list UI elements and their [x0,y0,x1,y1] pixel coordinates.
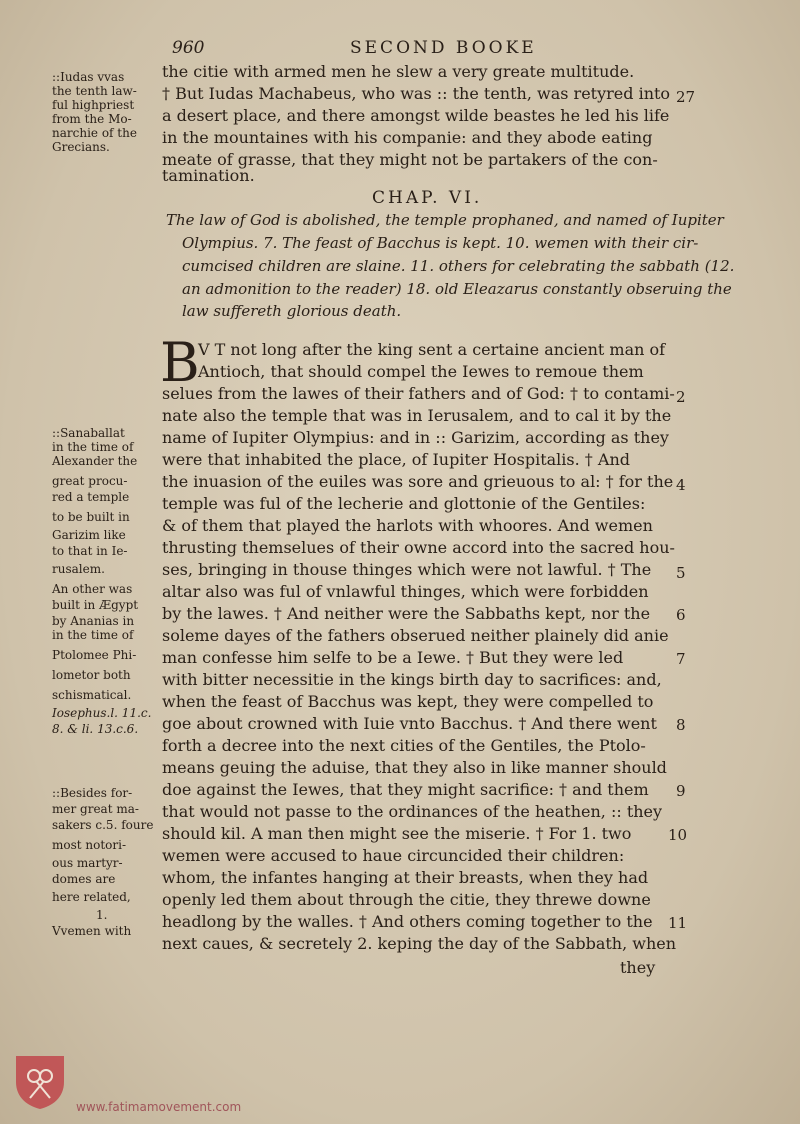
text-line: openly led them about through the citie, they threwe downe [162,890,651,909]
margin-line: 1. [96,908,108,922]
text-line: & of them that played the harlots with whoores. And wemen [162,516,653,535]
margin-line: ful highpriest [52,98,135,112]
text-line: tamination. [162,166,255,185]
margin-line: Vvemen with [52,924,132,938]
verse-number: 9 [676,782,686,800]
margin-line: the tenth law- [52,84,137,98]
margin-line: great procu- [52,474,128,488]
text-line: means geuing the aduise, that they also in like manner should [162,758,667,777]
text-line: temple was ful of the lecherie and glottonie of the Gentiles: [162,494,646,513]
margin-line: 8. & li. 13.c.6. [52,722,139,736]
margin-line: by Ananias in [52,614,135,628]
margin-line: lometor both [52,668,131,682]
text-line: meate of grasse, that they might not be partakers of the con- [162,150,658,169]
summary-line: cumcised children are slaine. 11. others for celebrating the sabbath (12. [182,257,735,275]
text-line: altar also was ful of vnlawful thinges, which were forbidden [162,582,649,601]
summary-line: The law of God is abolished, the temple prophaned, and named of Iupiter [166,211,724,229]
margin-line: ous martyr- [52,856,123,870]
margin-line: ::Sanaballat [52,426,125,440]
text-line: Antioch, that should compel the Iewes to remoue them [198,362,644,381]
text-line: doe against the Iewes, that they might sacrifice: † and them [162,780,649,799]
margin-line: rusalem. [52,562,105,576]
page-number: 960 [172,38,205,58]
text-line: next caues, & secretely 2. keping the day of the Sabbath, when [162,934,677,953]
text-line: goe about crowned with Iuie vnto Bacchus. † And there went [162,714,657,733]
text-line: nate also the temple that was in Ierusalem, and to cal it by the [162,406,672,425]
chapter-title: CHAP. VI. [372,188,483,208]
margin-line: sakers c.5. foure [52,818,154,832]
verse-number: 6 [676,606,686,624]
verse-number: 10 [668,826,688,844]
text-line: in the mountaines with his companie: and they abode eating [162,128,653,147]
text-line: should kil. A man then might see the miserie. † For 1. two [162,824,632,843]
summary-line: Olympius. 7. The feast of Bacchus is kept. 10. wemen with their cir- [182,234,699,252]
text-line: selues from the lawes of their fathers and of God: † to contami- [162,384,675,403]
text-line: the citie with armed men he slew a very greate multitude. [162,62,635,81]
margin-line: Ptolomee Phi- [52,648,137,662]
margin-line: schismatical. [52,688,132,702]
text-line: man confesse him selfe to be a Iewe. † But they were led [162,648,624,667]
text-line: the inuasion of the euiles was sore and grieuous to al: † for the [162,472,674,491]
text-line: by the lawes. † And neither were the Sabbaths kept, nor the [162,604,651,623]
text-line: that would not passe to the ordinances of the heathen, :: they [162,802,663,821]
margin-line: Garizim like [52,528,126,542]
verse-number: 7 [676,650,686,668]
margin-line: to be built in [52,510,130,524]
margin-line: from the Mo- [52,112,132,126]
verse-number: 4 [676,476,686,494]
margin-line: to that in Ie- [52,544,128,558]
text-line: wemen were accused to haue circuncided their children: [162,846,625,865]
margin-line: ::Besides for- [52,786,133,800]
running-head: SECOND BOOKE [350,38,537,58]
summary-line: an admonition to the reader) 18. old Eleazarus constantly obseruing the [182,280,732,298]
verse-number: 8 [676,716,686,734]
margin-line: here related, [52,890,131,904]
margin-line: Iosephus.l. 11.c. [52,706,152,720]
margin-line: Grecians. [52,140,110,154]
text-line: thrusting themselues of their owne accord into the sacred hou- [162,538,675,557]
margin-line: in the time of [52,440,134,454]
summary-line: law suffereth glorious death. [182,302,402,320]
verse-number: 5 [676,564,686,582]
margin-line: most notori- [52,838,127,852]
text-line: whom, the infantes hanging at their breasts, when they had [162,868,649,887]
text-line: with bitter necessitie in the kings birth day to sacrifices: and, [162,670,662,689]
text-line: forth a decree into the next cities of the Gentiles, the Ptolo- [162,736,646,755]
text-line: when the feast of Bacchus was kept, they were compelled to [162,692,654,711]
margin-line: An other was [52,582,133,596]
margin-line: narchie of the [52,126,137,140]
text-line: a desert place, and there amongst wilde beastes he led his life [162,106,670,125]
drop-cap: B [160,331,200,394]
margin-line: built in Ægypt [52,598,139,612]
watermark-url[interactable]: www.fatimamovement.com [76,1100,242,1114]
text-line: were that inhabited the place, of Iupiter Hospitalis. † And [162,450,630,469]
catchword: they [620,958,656,977]
margin-line: Alexander the [52,454,138,468]
text-line: V T not long after the king sent a certaine ancient man of [198,340,666,359]
margin-line: domes are [52,872,116,886]
margin-line: ::Iudas vvas [52,70,125,84]
margin-line: in the time of [52,628,134,642]
verse-number: 27 [676,88,696,106]
verse-number: 2 [676,388,686,406]
margin-line: red a temple [52,490,130,504]
text-line: † But Iudas Machabeus, who was :: the tenth, was retyred into [162,84,671,103]
margin-line: mer great ma- [52,802,139,816]
page-header [0,38,800,60]
text-line: soleme dayes of the fathers obserued neither plainely did anie [162,626,669,645]
text-line: ses, bringing in thouse thinges which were not lawful. † The [162,560,652,579]
papal-keys-emblem-icon [12,1052,68,1110]
verse-number: 11 [668,914,688,932]
text-line: name of Iupiter Olympius: and in :: Garizim, according as they [162,428,669,447]
text-line: headlong by the walles. † And others coming together to the [162,912,653,931]
